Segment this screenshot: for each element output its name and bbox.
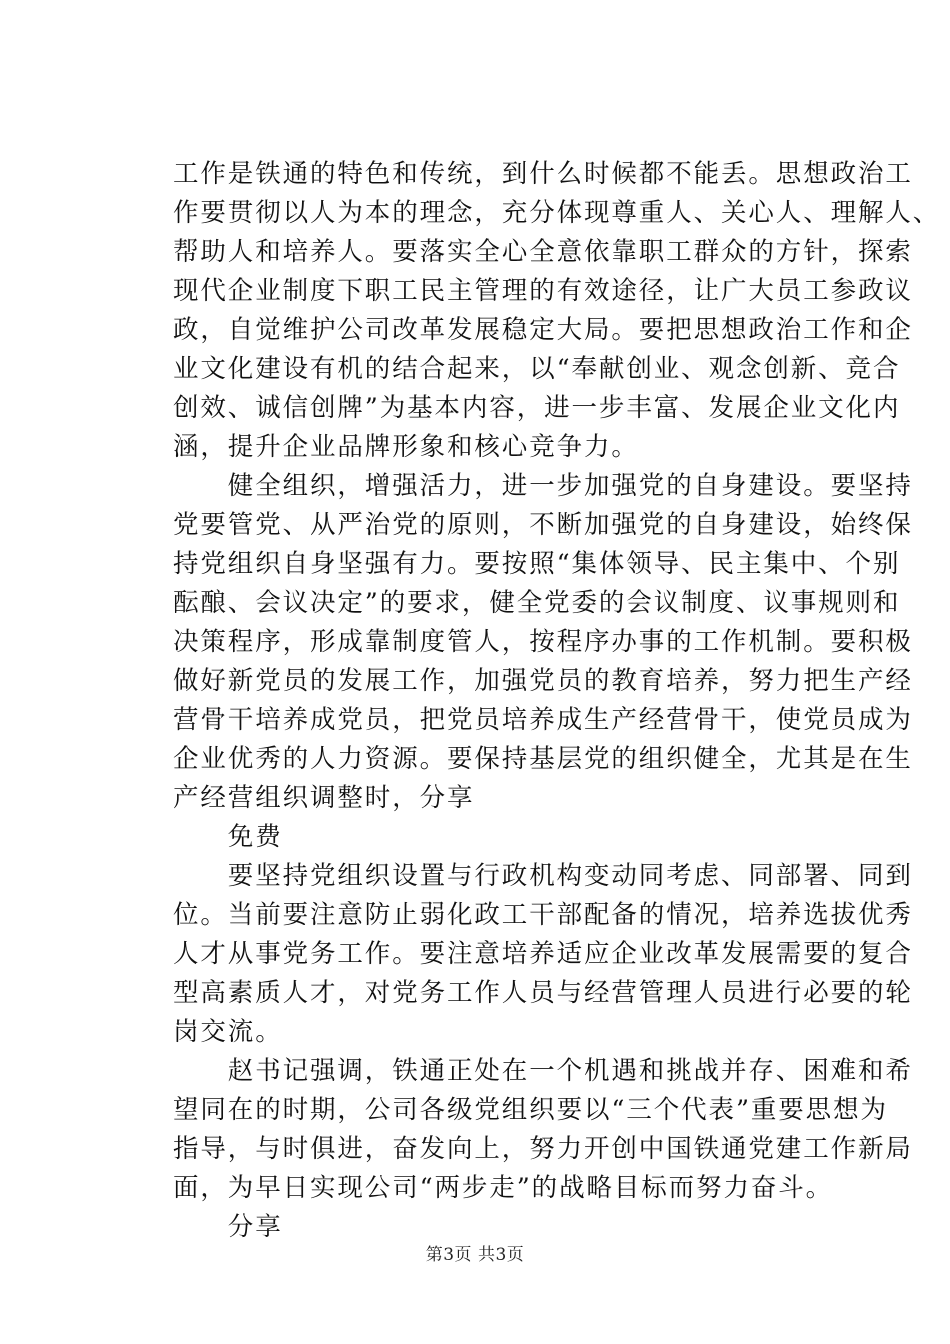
text-line: 面，为早日实现公司“两步走”的战略目标而努力奋斗。 (173, 1173, 834, 1203)
text-line: 指导，与时俱进，奋发向上，努力开创中国铁通党建工作新局 (173, 1134, 913, 1164)
text-line: 分享 (173, 1212, 283, 1242)
text-line: 岗交流。 (173, 1017, 283, 1047)
text-line: 营骨干培养成党员，把党员培养成生产经营骨干，使党员成为 (173, 705, 913, 735)
text-line: 做好新党员的发展工作，加强党员的教育培养，努力把生产经 (173, 666, 913, 696)
text-line: 作要贯彻以人为本的理念，充分体现尊重人、关心人、理解人、 (173, 198, 941, 228)
text-line: 企业优秀的人力资源。要保持基层党的组织健全，尤其是在生 (173, 744, 913, 774)
text-line: 赵书记强调，铁通正处在一个机遇和挑战并存、困难和希 (173, 1056, 913, 1086)
text-line: 工作是铁通的特色和传统，到什么时候都不能丢。思想政治工 (173, 159, 913, 189)
body-text (173, 155, 941, 1247)
text-line: 健全组织，增强活力，进一步加强党的自身建设。要坚持 (173, 471, 913, 501)
text-line: 帮助人和培养人。要落实全心全意依靠职工群众的方针，探索 (173, 237, 913, 267)
text-line: 望同在的时期，公司各级党组织要以“三个代表”重要思想为 (173, 1095, 888, 1125)
text-line: 现代企业制度下职工民主管理的有效途径，让广大员工参政议 (173, 276, 913, 306)
text-line: 政，自觉维护公司改革发展稳定大局。要把思想政治工作和企 (173, 315, 913, 345)
text-line: 决策程序，形成靠制度管人，按程序办事的工作机制。要积极 (173, 627, 913, 657)
text-line: 免费 (173, 822, 283, 852)
text-line: 要坚持党组织设置与行政机构变动同考虑、同部署、同到 (173, 861, 913, 891)
text-line: 产经营组织调整时，分享 (173, 783, 475, 813)
text-line: 型高素质人才，对党务工作人员与经营管理人员进行必要的轮 (173, 978, 913, 1008)
page-number-footer: 第3页 共3页 (425, 1245, 525, 1265)
text-line: 创效、诚信创牌”为基本内容，进一步丰富、发展企业文化内 (173, 393, 901, 423)
text-line: 位。当前要注意防止弱化政工干部配备的情况，培养选拔优秀 (173, 900, 913, 930)
text-line: 涵，提升企业品牌形象和核心竞争力。 (173, 432, 639, 462)
text-line: 人才从事党务工作。要注意培养适应企业改革发展需要的复合 (173, 939, 913, 969)
text-line: 持党组织自身坚强有力。要按照“集体领导、民主集中、个别 (173, 549, 901, 579)
text-line: 党要管党、从严治党的原则，不断加强党的自身建设，始终保 (173, 510, 913, 540)
text-line: 业文化建设有机的结合起来，以“奉献创业、观念创新、竞合 (173, 354, 901, 384)
text-line: 酝酿、会议决定”的要求，健全党委的会议制度、议事规则和 (173, 588, 901, 618)
